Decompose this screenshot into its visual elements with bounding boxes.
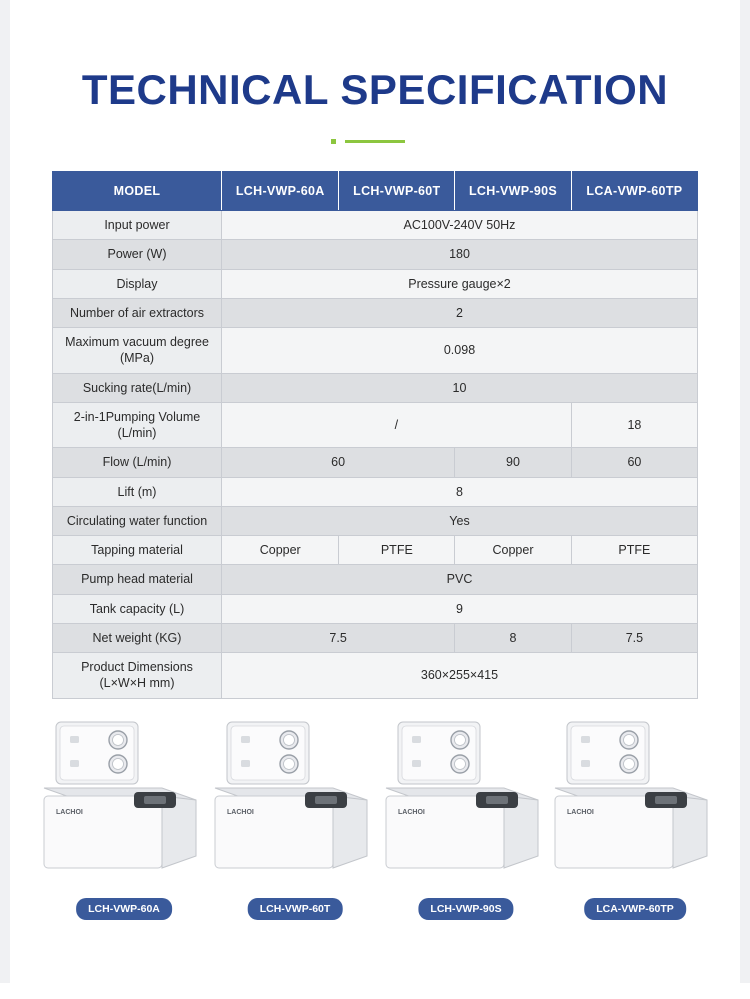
page-footer-strip	[0, 983, 750, 999]
table-row	[53, 506, 698, 535]
svg-text:LACHOI: LACHOI	[227, 809, 254, 816]
table-cell: PTFE	[339, 536, 455, 565]
title-divider	[345, 140, 405, 143]
product-item-2[interactable]	[205, 696, 385, 926]
row-label: Display	[53, 269, 222, 298]
table-cell: 90	[455, 448, 572, 477]
column-header-model: MODEL	[53, 172, 222, 211]
column-header-model-1: LCH-VWP-60A	[222, 172, 339, 211]
product-image-2	[205, 696, 385, 886]
column-header-model-2: LCH-VWP-60T	[339, 172, 455, 211]
table-row	[53, 565, 698, 594]
row-label: Number of air extractors	[53, 298, 222, 327]
svg-text:LACHOI: LACHOI	[56, 809, 83, 816]
table-row	[53, 298, 698, 327]
table-row	[53, 448, 698, 477]
product-label-4: LCA-VWP-60TP	[584, 898, 686, 920]
table-row	[53, 269, 698, 298]
row-label: Net weight (KG)	[53, 623, 222, 652]
specification-table	[52, 171, 698, 699]
row-label: Tapping material	[53, 536, 222, 565]
table-header	[53, 172, 698, 211]
row-label: Lift (m)	[53, 477, 222, 506]
table-cell: PVC	[222, 565, 698, 594]
table-row	[53, 623, 698, 652]
row-label: Circulating water function	[53, 506, 222, 535]
svg-text:LACHOI: LACHOI	[567, 809, 594, 816]
product-item-1[interactable]	[34, 696, 214, 926]
row-label: Pump head material	[53, 565, 222, 594]
table-cell: /	[222, 402, 572, 448]
table-cell: Copper	[222, 536, 339, 565]
table-cell: 10	[222, 373, 698, 402]
table-cell: 60	[222, 448, 455, 477]
row-label: 2-in-1Pumping Volume (L/min)	[53, 402, 222, 448]
table-row	[53, 328, 698, 374]
page-title: TECHNICAL SPECIFICATION	[81, 66, 669, 113]
table-row	[53, 240, 698, 269]
table-cell: 8	[455, 623, 572, 652]
table-cell: 7.5	[571, 623, 697, 652]
table-row	[53, 477, 698, 506]
column-header-model-3: LCH-VWP-90S	[455, 172, 572, 211]
product-item-3[interactable]	[376, 696, 556, 926]
row-label: Power (W)	[53, 240, 222, 269]
product-item-4[interactable]	[545, 696, 725, 926]
row-label: Flow (L/min)	[53, 448, 222, 477]
row-label: Maximum vacuum degree (MPa)	[53, 328, 222, 374]
product-image-3	[376, 696, 556, 886]
product-label-3: LCH-VWP-90S	[418, 898, 513, 920]
table-body	[53, 211, 698, 699]
product-image-4	[545, 696, 725, 886]
table-row	[53, 373, 698, 402]
table-row	[53, 536, 698, 565]
table-cell: 360×255×415	[222, 653, 698, 699]
table-cell: Pressure gauge×2	[222, 269, 698, 298]
row-label: Sucking rate(L/min)	[53, 373, 222, 402]
product-gallery	[0, 688, 750, 948]
product-image-1	[34, 696, 214, 886]
table-cell: Yes	[222, 506, 698, 535]
column-header-model-4: LCA-VWP-60TP	[571, 172, 697, 211]
product-label-2: LCH-VWP-60T	[248, 898, 343, 920]
table-cell: AC100V-240V 50Hz	[222, 211, 698, 240]
table-cell: 0.098	[222, 328, 698, 374]
table-cell: 8	[222, 477, 698, 506]
table-row	[53, 594, 698, 623]
table-cell: 7.5	[222, 623, 455, 652]
table-cell: PTFE	[571, 536, 697, 565]
table-cell: 9	[222, 594, 698, 623]
table-cell: Copper	[455, 536, 572, 565]
table-cell: 18	[571, 402, 697, 448]
table-row	[53, 211, 698, 240]
table-cell: 60	[571, 448, 697, 477]
table-cell: 2	[222, 298, 698, 327]
row-label: Product Dimensions (L×W×H mm)	[53, 653, 222, 699]
table-cell: 180	[222, 240, 698, 269]
svg-text:LACHOI: LACHOI	[398, 809, 425, 816]
table-row	[53, 402, 698, 448]
spec-table-wrapper	[52, 171, 698, 699]
row-label: Tank capacity (L)	[53, 594, 222, 623]
row-label: Input power	[53, 211, 222, 240]
table-header-row	[53, 172, 698, 211]
product-label-1: LCH-VWP-60A	[76, 898, 172, 920]
